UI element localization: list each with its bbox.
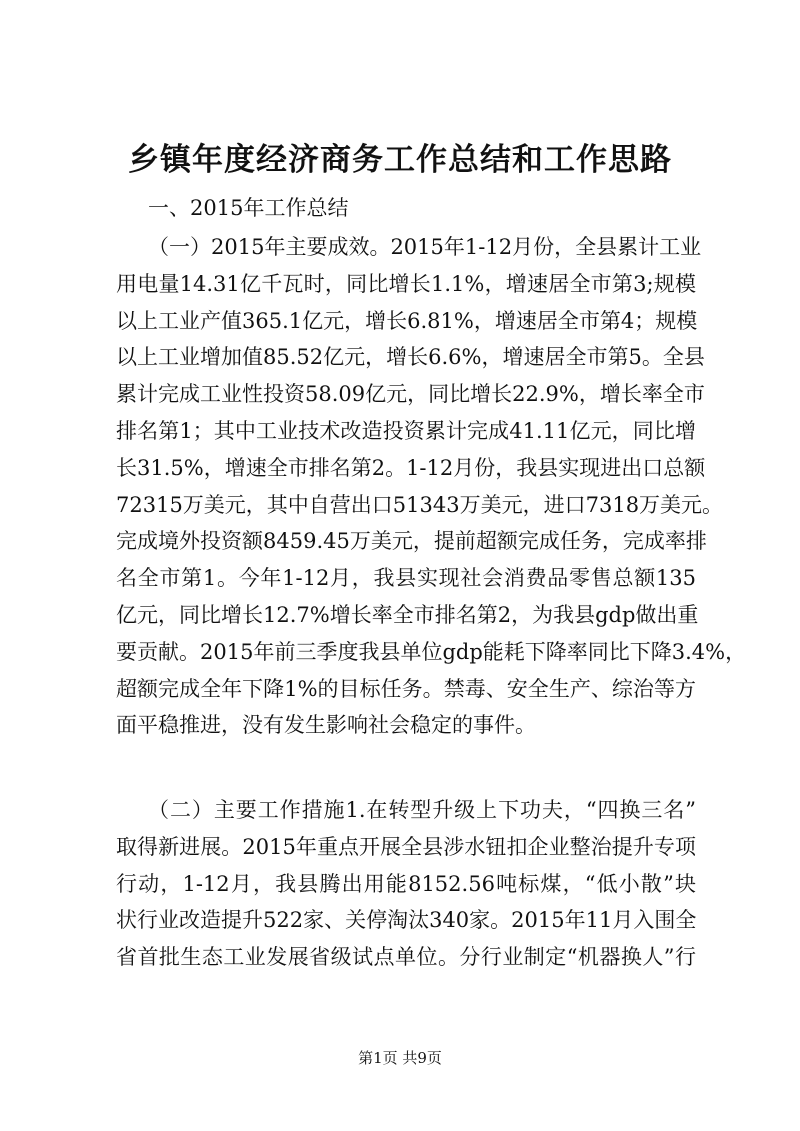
- paragraph-line: 累计完成工业性投资58.09亿元，同比增长22.9%，增长率全市: [116, 382, 705, 407]
- paragraph-line: 名全市第1。今年1-12月，我县实现社会消费品零售总额135: [116, 566, 696, 591]
- paragraph-line: 行动，1-12月，我县腾出用能8152.56吨标煤，“低小散”块: [116, 871, 696, 896]
- paragraph-line: 面平稳推进，没有发生影响社会稳定的事件。: [116, 713, 536, 738]
- paragraph-line: 用电量14.31亿千瓦时，同比增长1.1%，增速居全市第3;规模: [116, 271, 696, 296]
- document-title: 乡镇年度经济商务工作总结和工作思路: [128, 142, 672, 178]
- paragraph-line: （二）主要工作措施1.在转型升级上下功夫，“四换三名”: [148, 798, 696, 822]
- paragraph-line: 省首批生态工业发展省级试点单位。分行业制定“机器换人”行: [116, 945, 696, 970]
- paragraph-line: 超额完成全年下降1%的目标任务。禁毒、安全生产、综治等方: [116, 676, 696, 701]
- paragraph-line: 72315万美元，其中自营出口51343万美元，进口7318万美元。: [116, 492, 724, 517]
- paragraph-line: 亿元，同比增长12.7%增长率全市排名第2，为我县gdp做出重: [116, 602, 699, 627]
- paragraph-line: 以上工业增加值85.52亿元，增长6.6%，增速居全市第5。全县: [116, 345, 705, 370]
- paragraph-line: 要贡献。2015年前三季度我县单位gdp能耗下降率同比下降3.4%，: [116, 639, 747, 664]
- paragraph-achievements: [116, 229, 747, 744]
- section-heading: 一、2015年工作总结: [148, 196, 349, 220]
- paragraph-line: 完成境外投资额8459.45万美元，提前超额完成任务，完成率排: [116, 529, 707, 554]
- paragraph-line: （一）2015年主要成效。2015年1-12月份，全县累计工业: [148, 235, 702, 259]
- paragraph-line: 取得新进展。2015年重点开展全县涉水钮扣企业整治提升专项: [116, 834, 696, 859]
- paragraph-line: 长31.5%，增速全市排名第2。1-12月份，我县实现进出口总额: [116, 455, 706, 480]
- paragraph-line: 以上工业产值365.1亿元，增长6.81%，增速居全市第4；规模: [116, 308, 698, 333]
- paragraph-line: 状行业改造提升522家、关停淘汰340家。2015年11月入围全: [116, 908, 697, 933]
- page-footer: 第1页 共9页: [358, 1049, 442, 1067]
- paragraph-line: 排名第1；其中工业技术改造投资累计完成41.11亿元，同比增: [116, 418, 696, 443]
- paragraph-measures: [116, 792, 696, 976]
